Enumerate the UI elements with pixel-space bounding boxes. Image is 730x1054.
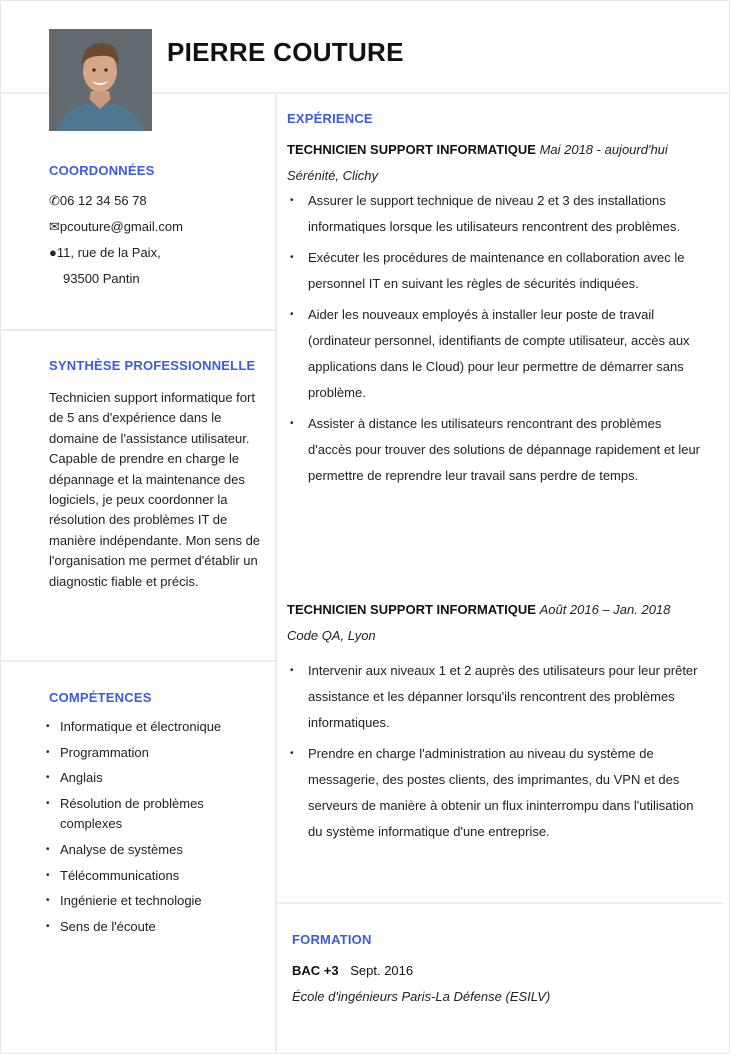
phone-icon: ✆ [49,193,60,208]
candidate-name: PIERRE COUTURE [167,37,404,67]
job-bullet: • Prendre en charge l'administration au niveau du système de messagerie, des postes clients, des imprimantes, du VPN et des serveurs de manière à obtenir un flux ininterrompu dans l'utilisation du système informatique d'une entreprise. [287,741,707,845]
job-bullets [287,658,707,850]
skill-item: • Ingénierie et technologie [45,891,265,912]
address-line-2: 93500 Pantin [63,271,140,286]
skill-item: • Anglais [45,768,265,789]
job-company: Code QA, Lyon [287,628,376,643]
education-school: École d'ingénieurs Paris-La Défense (ESILV) [292,989,551,1004]
experience-divider [277,902,723,904]
address-row-2 [63,271,140,286]
education-degree: BAC +3 [292,963,339,978]
skill-item: • Sens de l'écoute [45,917,265,938]
address-line-1: 11, rue de la Paix, [56,245,161,260]
column-divider [275,92,277,1054]
job-bullet: • Assurer le support technique de niveau 2 et 3 des installations informatiques lorsque les utilisateurs rencontrent des problèmes. [287,188,707,240]
contact-title: COORDONNÉES [49,163,155,178]
skill-item: • Télécommunications [45,866,265,887]
portrait-illustration [49,29,152,131]
job-bullets [287,188,707,494]
summary-title: SYNTHÈSE PROFESSIONNELLE [49,358,256,373]
job-role: TECHNICIEN SUPPORT INFORMATIQUE [287,602,536,617]
skill-item: • Résolution de problèmes complexes [45,794,265,835]
summary-divider [1,660,275,662]
job-header [287,602,670,617]
skill-item: • Informatique et électronique [45,717,265,738]
skills-list [45,717,265,942]
header-divider [1,92,49,94]
job-bullet: • Exécuter les procédures de maintenance en collaboration avec le personnel IT en suivant les règles de sécurités indiquées. [287,245,707,297]
job-bullet: • Assister à distance les utilisateurs rencontrant des problèmes d'accès pour trouver des solutions de dépannage rapidement et leur permettre de reprendre leur travail sans perdre de temps. [287,411,707,489]
job-bullet: • Aider les nouveaux employés à installer leur poste de travail (ordinateur personnel, identifiants de compte utilisateur, accès aux applications dans le Cloud) pour leur permettre de démarrer sans problème. [287,302,707,406]
email-icon: ✉ [49,219,60,234]
header-divider [152,92,730,94]
job-dates: Mai 2018 - aujourd'hui [539,142,668,157]
skill-item: • Programmation [45,743,265,764]
job-header [287,142,668,157]
phone-number: 06 12 34 56 78 [59,193,147,208]
job-company: Sérénité, Clichy [287,168,379,183]
job-bullet: • Intervenir aux niveaux 1 et 2 auprès des utilisateurs pour leur prêter assistance et les dépanner lorsqu'ils rencontrent des problèmes informatiques. [287,658,707,736]
email-row [49,219,183,235]
skill-item: • Analyse de systèmes [45,840,265,861]
address-row [49,245,161,260]
location-icon: ● [49,245,57,260]
email-address[interactable]: pcouture@gmail.com [59,219,183,234]
education-title: FORMATION [292,932,372,947]
education-date: Sept. 2016 [350,963,414,978]
job-dates: Août 2016 – Jan. 2018 [539,602,671,617]
skills-title: COMPÉTENCES [49,690,152,705]
education-header [292,963,413,978]
phone-row [49,193,147,209]
profile-photo [49,29,152,131]
summary-text: Technicien support informatique fort de 5 ans d'expérience dans le domaine de l'assistance utilisateur. Capable de prendre en charge le dépannage et la maintenance des logiciels, je peux coordonner la résolution des problèmes IT de manière indépendante. Mon sens de l'organisation me permet d'établir un diagnostic fiable et précis. [49,390,261,589]
job-role: TECHNICIEN SUPPORT INFORMATIQUE [287,142,536,157]
contact-divider [1,329,275,331]
experience-title: EXPÉRIENCE [287,111,373,126]
